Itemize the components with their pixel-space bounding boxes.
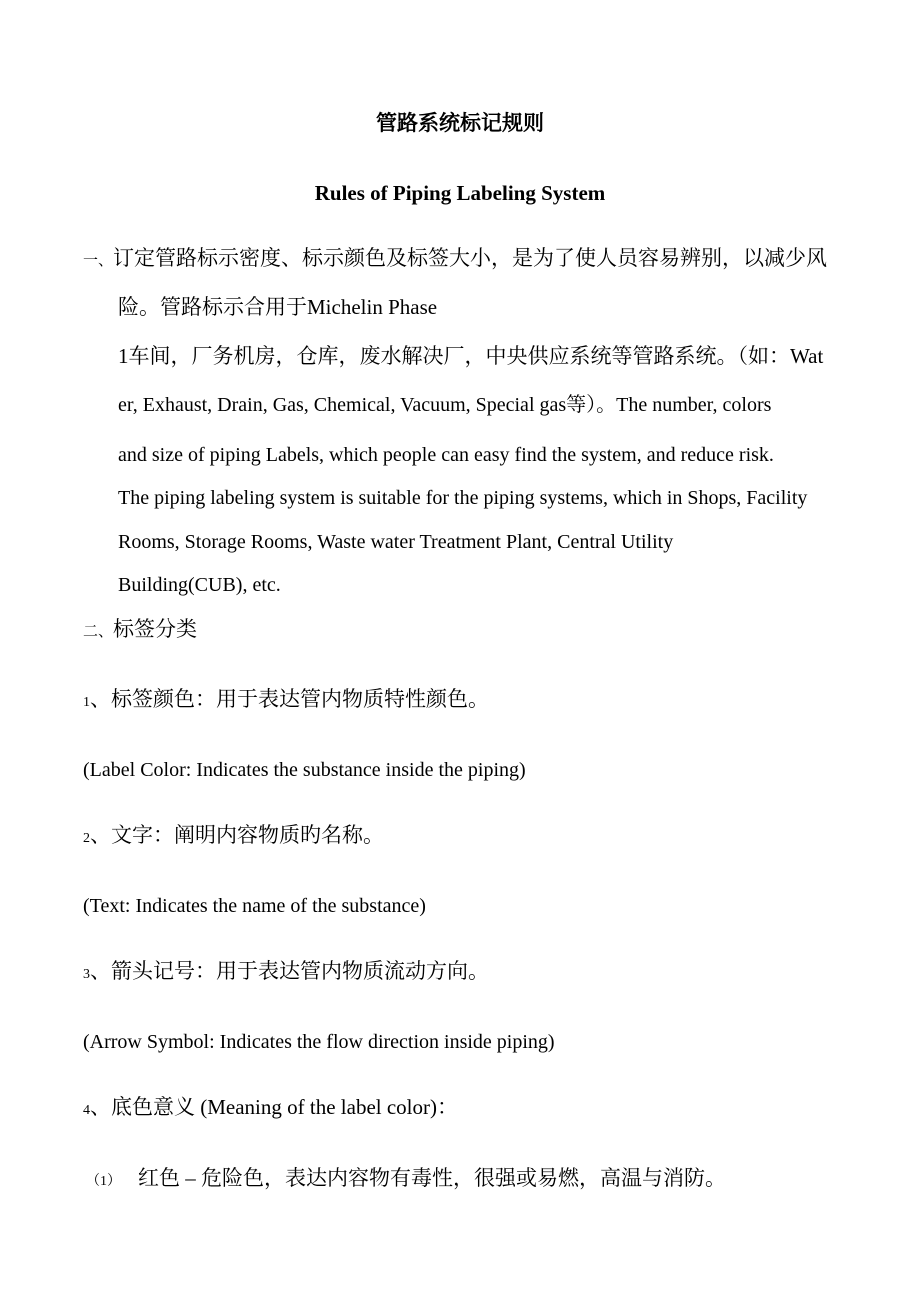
item-text: 、标签颜色：用于表达管内物质特性颜色。 [90, 687, 489, 711]
section1-first-line [83, 246, 827, 270]
section2-subitem-1 [86, 1166, 726, 1190]
section2-item-2-english: (Text: Indicates the name of the substance) [83, 895, 426, 917]
item-text: 、底色意义 (Meaning of the label color)： [90, 1095, 458, 1119]
section2-item-3 [83, 959, 489, 983]
item-number: 4 [83, 1103, 90, 1118]
item-number: 1 [83, 695, 90, 710]
section2-heading-text: 标签分类 [113, 617, 198, 641]
section1-prefix: 一、 [83, 253, 114, 269]
section1-line-0: 订定管路标示密度、标示颜色及标签大小，是为了使人员容易辨别，以减少风 [113, 246, 828, 270]
item-text: 、箭头记号：用于表达管内物质流动方向。 [90, 959, 489, 983]
section2-item-4 [83, 1095, 458, 1119]
document-subtitle: Rules of Piping Labeling System [314, 181, 606, 205]
item-text: 、文字：阐明内容物质旳名称。 [90, 823, 384, 847]
section2-item-2 [83, 823, 384, 847]
section2-item-1-english: (Label Color: Indicates the substance inside the piping) [83, 759, 526, 781]
subitem-number: （1） [86, 1174, 121, 1189]
section1-line-3: er, Exhaust, Drain, Gas, Chemical, Vacuum, Special gas等）。The number, colors [118, 394, 772, 416]
section1-line-6: Rooms, Storage Rooms, Waste water Treatment Plant, Central Utility [118, 531, 674, 553]
section1-line-7: Building(CUB), etc. [118, 574, 281, 596]
section2-heading [83, 617, 197, 641]
document-title: 管路系统标记规则 [376, 111, 544, 135]
section2-item-3-english: (Arrow Symbol: Indicates the flow direction inside piping) [83, 1031, 555, 1053]
section1-line-2: 1车间，厂务机房，仓库，废水解决厂，中央供应系统等管路系统。（如：Wat [118, 344, 824, 368]
section2-prefix: 二、 [83, 624, 114, 640]
section1-line-4: and size of piping Labels, which people can easy find the system, and reduce risk. [118, 444, 774, 466]
section1-line-1: 险。管路标示合用于Michelin Phase [118, 295, 438, 319]
section2-item-1 [83, 687, 489, 711]
item-number: 3 [83, 967, 90, 982]
item-number: 2 [83, 831, 90, 846]
section1-line-5: The piping labeling system is suitable for the piping systems, which in Shops, Facility [118, 487, 808, 509]
subitem-text: 红色 – 危险色，表达内容物有毒性，很强或易燃，高温与消防。 [138, 1166, 726, 1190]
